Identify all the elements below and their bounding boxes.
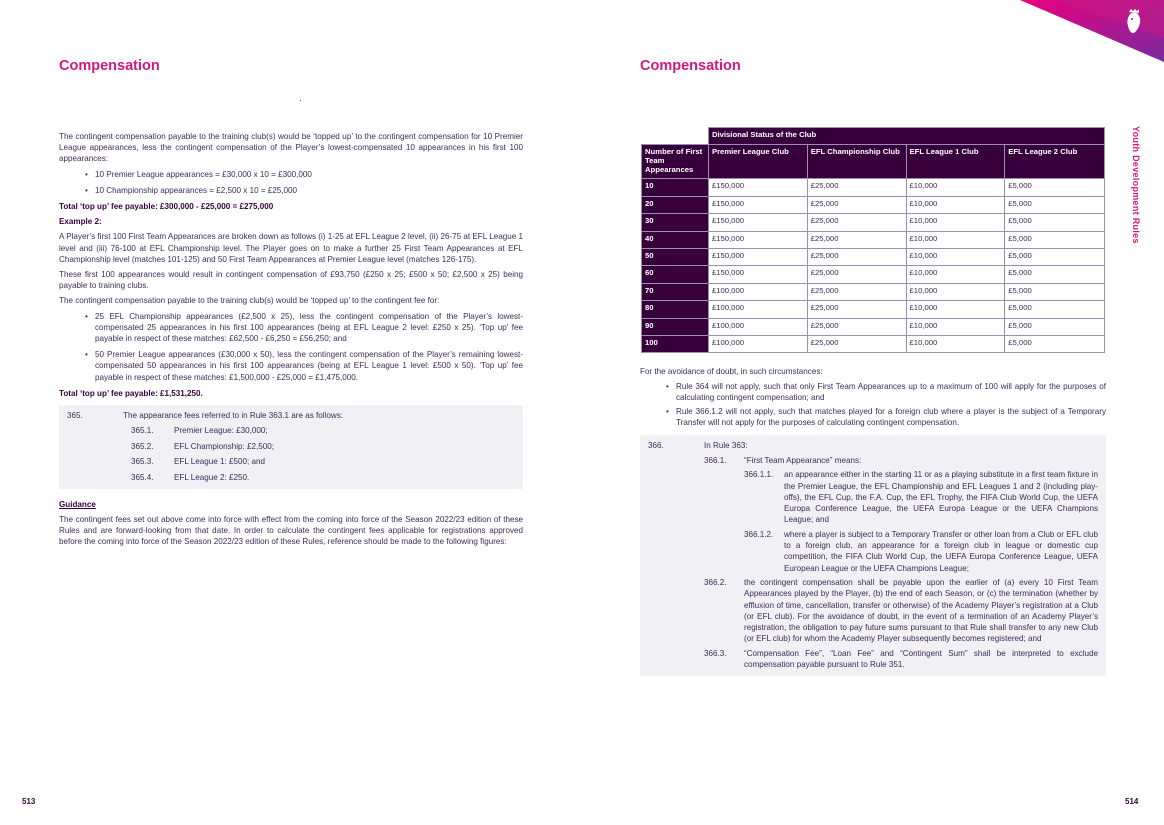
table-cell: £25,000 [807,214,906,231]
table-cell: £10,000 [906,179,1005,196]
rule-366-1-2 [744,529,1098,574]
paragraph-topup-for: The contingent compensation payable to the training club(s) would be ‘topped up’ to the contingent fee for: [59,296,440,306]
rule-sub-number: 366.1.1. [744,470,774,480]
table-group-header: Divisional Status of the Club [708,128,1104,145]
table-cell: £5,000 [1005,335,1105,352]
table-cell: £10,000 [906,283,1005,300]
rule-sub-text: EFL League 2: £250. [174,472,250,482]
table-cell: £150,000 [708,179,807,196]
table-row-header: 30 [642,214,709,231]
table-cell: £5,000 [1005,231,1105,248]
right-page-heading: Compensation [640,58,741,74]
bullet-item: • 50 Premier League appearances (£30,000 x 50), less the contingent compensation of the Player’s remaining lowest-compensated 50 appearances in his first 100 appearances (being at EFL League 1 level: £500 x 50). ‘Top up’ fee payable in respect of these matches: £1,500,000 - £25,000 = £1,475,000. [85,349,523,383]
table-cell: £5,000 [1005,179,1105,196]
rule-sub-item [131,456,515,467]
rule-sub-number: 366.2. [704,578,727,588]
rule-sub-number: 365.1. [131,426,154,436]
page-number-left: 513 [22,797,36,806]
bullet-item: • Rule 364 will not apply, such that only First Team Appearances up to a maximum of 100 will apply for the purposes of calculating contingent compensation; and [666,381,1106,403]
rule-366-line [648,440,1098,451]
table-row-header: 100 [642,335,709,352]
table-row [642,266,1105,283]
table-cell: £100,000 [708,301,807,318]
table-row-header: 80 [642,301,709,318]
rule-sub-number: 366.3. [704,648,727,658]
total-topup-1: Total ‘top up’ fee payable: £300,000 - £25,000 = £275,000 [59,202,274,212]
table-cell: £100,000 [708,283,807,300]
table-row [642,179,1105,196]
left-page-heading: Compensation [59,58,160,74]
table-row [642,248,1105,265]
table-row-header: 10 [642,179,709,196]
rule-sub-text: EFL League 1: £500; and [174,457,266,467]
table-cell: £5,000 [1005,196,1105,213]
bullet-list-example2 [85,311,523,383]
table-cell: £10,000 [906,301,1005,318]
paragraph-example2: A Player’s first 100 First Team Appearances are broken down as follows (i) 1-25 at EFL League 2 level, (ii) 26-75 at EFL League 1 level and (iii) 76-100 at EFL Championship level. The Player goes on to make a further 25 First Team Appearances at EFL Championship level (matches 101-125) and 50 First Team Appearances at Premier League level (matches 126-175). [59,232,523,264]
rule-366-1-1 [744,469,1098,525]
table-row-header: 60 [642,266,709,283]
paragraph-first-100: These first 100 appearances would result in contingent compensation of £93,750 (£250 x 25; £500 x 50; £2,500 x 25) being payable to training clubs. [59,270,523,291]
table-corner-blank [642,128,709,145]
table-cell: £25,000 [807,335,906,352]
guidance-text: The contingent fees set out above come into force with effect from the coming into force of the Season 2022/23 edition of these Rules and are forward-looking from that date. In order to calculate the contingent fees applicable for registrations approved before the coming into force of the Season 2022/23 edition of these Rules, reference should be made to the following figures: [59,515,523,547]
table-row-header: 20 [642,196,709,213]
rule-sub-number: 365.4. [131,472,154,482]
side-label-text: Youth Development Rules [1131,126,1141,244]
table-cell: £10,000 [906,248,1005,265]
rule-sub-text: an appearance either in the starting 11 or as a playing substitute in a first team fixture in the Premier League, the EFL Championship and EFL Leagues 1 and 2 (including play-offs), the EFL Cup, the F.A. Cup, the EFL Trophy, the FIFA Club World Cup, the UEFA Europa Conference League, the UEFA Europa League or the UEFA Champions League; and [784,470,1098,525]
rule-365-box [59,405,523,489]
table-header-row [642,145,1105,179]
rule-sub-text: Premier League: £30,000; [174,426,268,436]
table-cell: £10,000 [906,266,1005,283]
rule-sub-item [131,472,515,483]
table-cell: £5,000 [1005,283,1105,300]
table-row [642,214,1105,231]
rule-sub-number: 366.1.2. [744,529,774,539]
rule-sub-item [131,425,515,436]
rule-366-1 [704,455,1098,466]
guidance-heading: Guidance [59,499,96,509]
rule-text: In Rule 363: [704,441,748,451]
rule-number: 366. [648,441,664,451]
bullet-item: • 10 Championship appearances = £2,500 x 10 = £25,000 [85,185,523,196]
rule-sub-text: the contingent compensation shall be payable upon the earlier of (a) every 10 First Team Appearances played by the Player, (b) the end of each Season, or (c) the termination (whether by effluxion of time, cancellation, transfer or otherwise) of the Academy Player’s registration at a Club (or EFL club). For the avoidance of doubt, in the event of a termination of an Academy Player’s registration, the obligation to pay future sums pursuant to that Rule shall transfer to any new Club (or EFL club) for whom the Academy Player subsequently becomes registered; and [744,578,1098,644]
table-row-header: 40 [642,231,709,248]
table-cell: £5,000 [1005,318,1105,335]
table-cell: £150,000 [708,196,807,213]
avoidance-text: For the avoidance of doubt, in such circumstances: [640,367,823,376]
page-number-right: 514 [1125,797,1139,806]
table-cell: £10,000 [906,335,1005,352]
table-cell: £25,000 [807,283,906,300]
table-col-header: EFL League 2 Club [1005,145,1105,179]
rule-366-2 [704,577,1098,644]
corner-decoration [1000,0,1164,70]
rule-sub-number: 365.2. [131,441,154,451]
table-cell: £150,000 [708,214,807,231]
table-cell: £10,000 [906,196,1005,213]
table-cell: £10,000 [906,214,1005,231]
table-col-header: EFL Championship Club [807,145,906,179]
table-row [642,301,1105,318]
rule-sub-text: where a player is subject to a Temporary Transfer or other loan from a Club or EFL club to a foreign club, an appearance for a foreign club in league or domestic cup competition, the FIFA Club World Cup, the UEFA Europa Conference League, UEFA European League or the UEFA Champions League; [784,529,1098,573]
table-cell: £25,000 [807,248,906,265]
table-cell: £25,000 [807,266,906,283]
table-cell: £10,000 [906,318,1005,335]
table-row-header: 70 [642,283,709,300]
table-col-header: EFL League 1 Club [906,145,1005,179]
table-cell: £25,000 [807,179,906,196]
bullet-item: • 25 EFL Championship appearances (£2,500 x 25), less the contingent compensation of the Player’s lowest-compensated 25 appearances in his first 100 appearances (being at EFL League 2 level: £250 x 25). ‘Top up’ fee payable in respect of these matches: £62,500 - £6,250 = £56,250; and [85,311,523,345]
bullet-item: • Rule 366.1.2 will not apply, such that matches played for a foreign club where a player is the subject of a Temporary Transfer will not apply for the purposes of calculating contingent compensation. [666,406,1106,428]
table-cell: £10,000 [906,231,1005,248]
rule-sub-number: 365.3. [131,457,154,467]
table-cell: £5,000 [1005,248,1105,265]
rule-365-line [67,410,515,421]
table-cell: £5,000 [1005,301,1105,318]
paragraph-topup-intro: The contingent compensation payable to the training club(s) would be ‘topped up’ to the contingent compensation for 10 Premier League appearances, less the contingent compensation of the Player’s lowest-compensated 10 appearances in his first 100 appearances: [59,132,523,164]
table-cell: £25,000 [807,231,906,248]
table-cell: £100,000 [708,335,807,352]
contingent-fee-table [641,127,1105,353]
right-content [640,366,1106,676]
left-content [59,131,523,552]
rule-text: The appearance fees referred to in Rule 363.1 are as follows: [123,411,344,421]
rule-sub-number: 366.1. [704,455,727,465]
table-row-header: 50 [642,248,709,265]
bullet-list-example1 [85,169,523,196]
rule-366-box [640,435,1106,676]
table-cell: £150,000 [708,248,807,265]
rule-sub-text: “First Team Appearance” means: [744,455,862,465]
table-row [642,283,1105,300]
table-cell: £150,000 [708,266,807,283]
stray-dot [300,100,301,101]
side-section-label [1130,126,1144,266]
table-row [642,318,1105,335]
table-group-header-row [642,128,1105,145]
table-cell: £25,000 [807,196,906,213]
avoidance-bullets [666,381,1106,428]
table-row [642,196,1105,213]
table-cell: £5,000 [1005,214,1105,231]
table-cell: £5,000 [1005,266,1105,283]
table-col-header: Number of First Team Appearances [642,145,709,179]
table-row [642,335,1105,352]
table-cell: £100,000 [708,318,807,335]
rule-number: 365. [67,411,83,421]
rule-366-3 [704,648,1098,670]
table-cell: £25,000 [807,301,906,318]
rule-sub-text: “Compensation Fee”, “Loan Fee” and “Contingent Sum” shall be interpreted to exclude compensation payable pursuant to Rule 351. [744,648,1098,670]
rule-sub-item [131,441,515,452]
table-row [642,231,1105,248]
example-2-heading: Example 2: [59,217,102,227]
right-page [582,0,1164,825]
table-row-header: 90 [642,318,709,335]
table-col-header: Premier League Club [708,145,807,179]
table-cell: £25,000 [807,318,906,335]
bullet-item: • 10 Premier League appearances = £30,000 x 10 = £300,000 [85,169,523,180]
total-topup-2: Total ‘top up’ fee payable: £1,531,250. [59,388,203,398]
rule-sub-text: EFL Championship: £2,500; [174,441,275,451]
table-cell: £150,000 [708,231,807,248]
table-body [642,179,1105,353]
